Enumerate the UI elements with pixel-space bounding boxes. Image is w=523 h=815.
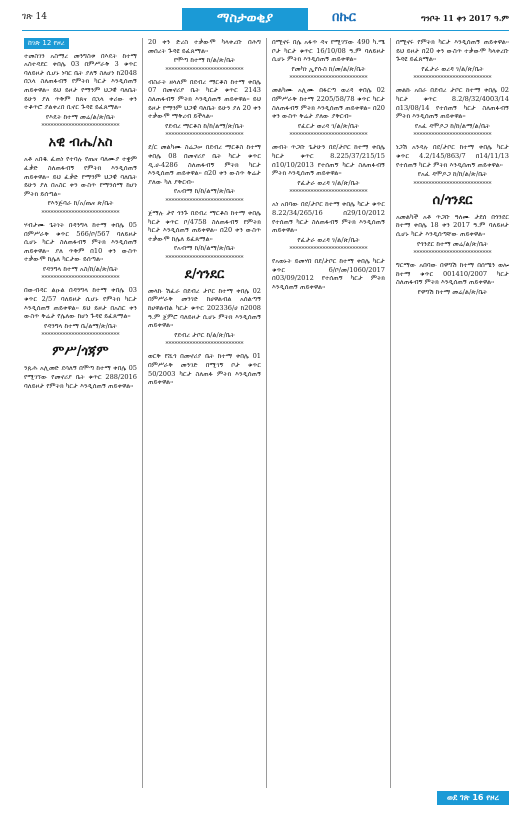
notice xyxy=(396,213,509,248)
separator: ************************** xyxy=(289,75,368,83)
notice-text: በሚኖሩ የምትክ ካርታ እንዲሰጠኝ ጠይቀዋል። ይህ ይዞታ በ20 ቀን ውስጥ ተቃውሞ ካላቀረቡ ጉዳዩ ይፈጸማል። xyxy=(396,38,509,64)
notice xyxy=(24,286,137,330)
notice-text: ሃብታሙ ጌትነት በዳንግላ ከተማ ቀበሌ 05 በምሥራቅ ቁጥር 566/ቦ/567 ባለይዞታ ሲሆኑ ካርታ ስለጠፋብኝ ምትክ እንዲሰጠኝ ጠይቀዋል። ያለ ጥቅም በ10 ቀን ውስጥ ተቃውሞ ከሌለ ካርታው ይሰጣል። xyxy=(24,220,137,264)
separator: ************************** xyxy=(413,250,492,258)
notice-text: ደ/ር መልካሙ ስሬጋሠ በደብረ ማርቆስ ከተማ ቀበሌ 08 በመኖሪያ ቤት ካርታ ቁጥር ዲ.ሀ-4286 ስለጠፋብኝ ምትክ ካርታ እንዲሰጠኝ ጠይቀዋል። በ20 ቀን ውስጥ ቅሬታ ያለው ካለ ያቅርብ። xyxy=(148,143,261,186)
notice-text: መልካሙ አሊሙ በፋርጣ ወረዳ ቀበሌ 02 በምሥራቅ ከተማ 2205/58/78 ቁጥር ካርታ ስለጠፋብኝ ምትክ እንዲሰጠኝ ጠይቀዋል። በ20 ቀን ውስጥ ቅሬታ ያለው ያቅርብ። xyxy=(272,86,385,121)
notice xyxy=(272,86,385,130)
notice-signature: የዳንግላ ከተማ አስ/ከ/ል/ጽ/ቤት xyxy=(42,264,119,273)
separator: ************************** xyxy=(41,123,120,131)
column-4 xyxy=(396,38,509,298)
notice-text: ነጋሽ አንዳሉ በደ/ታቦር ከተማ ቀበሌ ካርታ ቁጥር 4.2/145/863/7 በ14/11/13 የተሰጠኝ ካርታ ምትክ እንዲሰጠኝ ጠይቀዋል። xyxy=(396,143,509,169)
notice-text: ወርቅ የሺጎ በመኖሪያ ቤት ከተማ ቀበሌ 01 በምሥራቅ መንገድ በሚገኝ ቦታ ቁጥር 50/2003 ካርታ ስለጠፋ ምትክ እንዲሰጠኝ ጠይቀዋል። xyxy=(148,352,261,387)
brand-name: በኩር xyxy=(332,10,356,25)
notice xyxy=(148,287,261,340)
notice-text: መልኩ አበራ በደብረ ታቦር ከተማ ቀበሌ 02 ካርታ ቁጥር 8.2/8/32/4003/14 በ13/08/14 የተሰጠኝ ካርታ ስለጠፋብኝ ምትክ እንዲሰጠኝ ጠይቀዋል። xyxy=(396,86,509,121)
notice xyxy=(24,155,137,208)
header-rule xyxy=(22,30,509,31)
notice xyxy=(148,209,261,253)
notice-signature: የመካነ ኢየሱስ ከ/መ/ል/ጽ/ቤት xyxy=(291,64,366,73)
notice-text: በሚኖሩ በሌ አፋጥ ዳና የሚገኘው 490 ካ.ሜ ቦታ ካርታ ቁጥር 16/10/08 ዓ.ም ባለይዞታ ሲሆኑ ምትክ እንዲሰጠኝ ጠይቀዋል። xyxy=(272,38,385,64)
notice-signature: የፈታራ ወረዳ ገ/ል/ጽ/ቤት xyxy=(297,178,360,187)
separator: ************************** xyxy=(289,189,368,197)
notice-signature: የደብረ ታቦር ከ/ል/ጽ/ቤት xyxy=(174,330,235,339)
region-heading: አዊ ብሔ/አስ xyxy=(48,135,113,151)
notice-text: መላኩ ሽፈራ በደብረ ታቦር ከተማ ቀበሌ 02 በምሥራቅ መንገድ ከሀዋልብል አሰልጣኝ ከሀዋልብል ካርታ ቁጥር 202336/ሀ ከ2008 ዓ.ም ጀምሮ ባለይዞታ ሲሆኑ ምትክ እንዲሰጠኝ ጠይቀዋል። xyxy=(148,286,261,330)
notice xyxy=(148,78,261,131)
notice xyxy=(396,143,509,178)
notice xyxy=(24,221,137,274)
notice-text: አመልካች አቶ ጥጋቡ ዓለሙ ታደሰ በጎንደር ከተማ ቀበሌ 18 ቀን 2017 ዓ.ም ባለይዞታ ሲሆኑ ካርታ እንዲሰጣቸው ጠይቀዋል። xyxy=(396,212,509,238)
separator: ************************** xyxy=(41,275,120,283)
notice-signature: የዳንግላ ከተማ ቤ/ልማ/ጽ/ቤት xyxy=(43,321,118,330)
separator: ************************** xyxy=(165,254,244,262)
notice xyxy=(396,261,509,296)
separator: ************************** xyxy=(41,332,120,340)
issue-date: ግንቦት 11 ቀን 2017 ዓ.ም xyxy=(421,13,509,23)
column-divider xyxy=(266,38,267,788)
notice-text: ግርማው አበባው በዋግሽ ከተማ በሰሜን ወሎ ከተማ ቁጥር 001410/2007 ካርታ ስለጠፋብኝ ምትክ እንዲሰጠኝ ጠይቀዋል። xyxy=(396,261,509,287)
column-divider xyxy=(142,38,143,788)
separator: ************************** xyxy=(289,246,368,254)
page-header xyxy=(22,8,509,30)
notice-signature: የፈርታ ወረዳ ገ/ል/ጽ/ቤት xyxy=(297,121,360,130)
notice-signature: የሞጣ ከተማ ከ/ል/ጽ/ቤት xyxy=(173,56,236,65)
notice-signature: የአብማ ከ/ከ/ልማ/ጽ/ቤት xyxy=(173,187,236,196)
separator: ************************** xyxy=(289,132,368,140)
separator: ************************** xyxy=(413,180,492,188)
separator: ************************** xyxy=(41,209,120,217)
notice-signature: የእንጅባራ ከ/አ/ጤና ጽ/ቤት xyxy=(47,199,114,208)
separator: ************************** xyxy=(413,75,492,83)
notice xyxy=(148,143,261,196)
column-1 xyxy=(24,38,137,392)
notice-text: አቶ አበዱ ፈጠነ የተባሉ የጤና ባለሙያ ተቋም ፈቃድ ስለጠፋብኝ የምትክ እንዲሰጠኝ ጠይቀዋል። ይህ ፈቃድ የማንም ህጋዊ ባለቤት ይሁን ያለ በአስር ቀን ውስጥ የማንሰማ ከሆነ ምትክ ይሰጣል። xyxy=(24,155,137,198)
notice xyxy=(24,52,137,122)
notice xyxy=(396,86,509,130)
separator: ************************** xyxy=(165,197,244,205)
notice xyxy=(272,38,385,73)
column-divider xyxy=(390,38,391,788)
notice-signature: የአብማ ከ/ከ/ልማ/ጽ/ቤት xyxy=(173,244,236,253)
separator: ************************** xyxy=(165,341,244,349)
column-3 xyxy=(272,38,385,294)
separator: ************************** xyxy=(413,132,492,140)
separator: ************************** xyxy=(165,132,244,140)
section-title: ማስታወቂያ xyxy=(182,8,308,30)
notice-signature: የአፈ ዳሞዶጋ ከ/ከ/ልማ/ል/ቤት xyxy=(414,121,491,130)
region-heading: ሰ/ጎንደር xyxy=(432,192,473,208)
notice-signature: የዋግሽ ከተማ መሬ/ል/ጽ/ቤት xyxy=(417,287,488,296)
notice-text: አነ አበባው በደ/ታቦር ከተማ ቀበሌ ካርታ ቁጥር 8.22/34/265/16 በ29/10/2012 የተሰጠኝ ካርታ ስለጠፋብኝ ምትክ እንዲሰጠኝ ጠይቀዋል። xyxy=(272,200,385,235)
notice-text: መብት ጥጋቡ ጌታሁን በደ/ታቦር ከተማ ቀበሌ ካርታ ቁጥር 8.225/37/215/15 በ10/10/2013 የተሰጠኝ ካርታ ስለጠፋብኝ ምትክ እንዲሰጠኝ ጠይቀዋል። xyxy=(272,143,385,178)
column-2 xyxy=(148,38,261,389)
notice xyxy=(148,38,261,65)
notice xyxy=(396,38,509,73)
notice-signature: የፈታራ ወረዳ ገ/ል/ጽ/ቤት xyxy=(421,64,484,73)
notice xyxy=(272,143,385,187)
notice-signature: የደብረ ማርቆስ ከ/ከ/ልማ/ጽ/ቤት xyxy=(165,121,244,130)
notice-text: የአወኑት ይመሃበ በደ/ታቦር ከተማ ቀበሌ ካርታ ቁጥር 6/ቦ/መ/1060/2017 በ03/09/2012 የተሰጠኝ ካርታ ምትክ እንዲሰጠኝ ጠይቀዋል። xyxy=(272,257,385,292)
continued-on-tag: ወደ ገጽ 16 የዞረ xyxy=(437,791,509,805)
notice xyxy=(148,352,261,386)
notice-signature: የፈታራ ወረዳ ገ/ል/ጽ/ቤት xyxy=(297,235,360,244)
continued-tag: ከገጽ 12 የዞረ xyxy=(24,38,69,49)
notice xyxy=(272,200,385,244)
notice xyxy=(272,257,385,291)
notice xyxy=(24,364,137,390)
notice-text: ብስራት ዘላለም በደብረ ማርቆስ ከተማ ቀበሌ 07 በመኖሪያ ቤት ካርታ ቁጥር 2143 ስለጠፋብኝ ምትክ እንዲሰጠኝ ጠይቀዋል። ይህ ይዞታ የማንም ህጋዊ ባለቤት ይሁን ያለ 20 ቀን ተቃውሞ ማቅረብ ይችላል። xyxy=(148,77,261,121)
region-heading: ደ/ጎንደር xyxy=(184,266,225,282)
page-number: ገጽ 14 xyxy=(22,12,48,22)
notice-text: በውብዳር ልዑል በዳንግላ ከተማ ቀበሌ 03 ቁጥር 2/57 ባለይዞታ ሲሆኑ የምትክ ካርታ እንዲሰጠኝ ጠይቀዋል። ይህ ይዞታ በአስር ቀን ውስጥ ቅሬታ የሌለው ከሆነ ጉዳዩ ይፈጸማል። xyxy=(24,286,137,321)
notice-signature: የእዴት ከተማ መሬ/ል/ጽ/ቤት xyxy=(45,112,116,121)
notice-text: ጀማሉ ታየ ጎንጉ በደብረ ማርቆስ ከተማ ቀበሌ ካርታ ቁጥር ቦ/4758 ስለጠፋብኝ የምትክ ካርታ እንዲሰጠኝ ጠይቀዋል። በ20 ቀን ውስጥ ተቃውሞ ከሌለ ይፈጸማል። xyxy=(148,208,261,243)
notice-text: ንጹሕ አሊመድ ደሳለኝ በሞጣ ከተማ ቀበሌ 05 የሚገኘው የመኖሪያ ቤት ቁጥር 288/2016 ባለይዞታ የምትክ ካርታ እንዲሰጠኝ ጠይቀዋል። xyxy=(24,364,137,390)
region-heading: ምሥ/ጎጃም xyxy=(52,344,109,360)
notice-text: 20 ቀን ድረስ ተቃውሞ ካላቀረቡ በሕግ መሰረት ጉዳዩ ይፈጸማል። xyxy=(148,38,261,55)
notice-signature: የጎንደር ከተማ መሬ/ል/ጽ/ቤት xyxy=(417,239,488,248)
separator: ************************** xyxy=(165,66,244,74)
notice-text: ተመስገን አስማረ መንግስቱ በእዴት ከተማ አስተዳደር ቀበሌ 03 በምሥራቅ 3 ቁጥር ባለይዞታ ሲሆኑ ነባር ቤት ያለኝ ስለሆነ ከ2048 በኋላ ስለጠፋብኝ የምትክ ካርታ እንዲሰጠኝ ጠይቀዋል። ይህ ይዞታ የማንም ህጋዊ ባለቤት ይሁን ያለ ጥቅም ከጸና በኋላ ቀሪው ቀን ተቆጥሮ ያልቀረበ ቢኖር ጉዳዩ ይፈጸማል። xyxy=(24,51,137,112)
notice-signature: የአፈ ዳሞዶጋ ከ/ከ/ል/ጽ/ቤት xyxy=(417,170,488,179)
